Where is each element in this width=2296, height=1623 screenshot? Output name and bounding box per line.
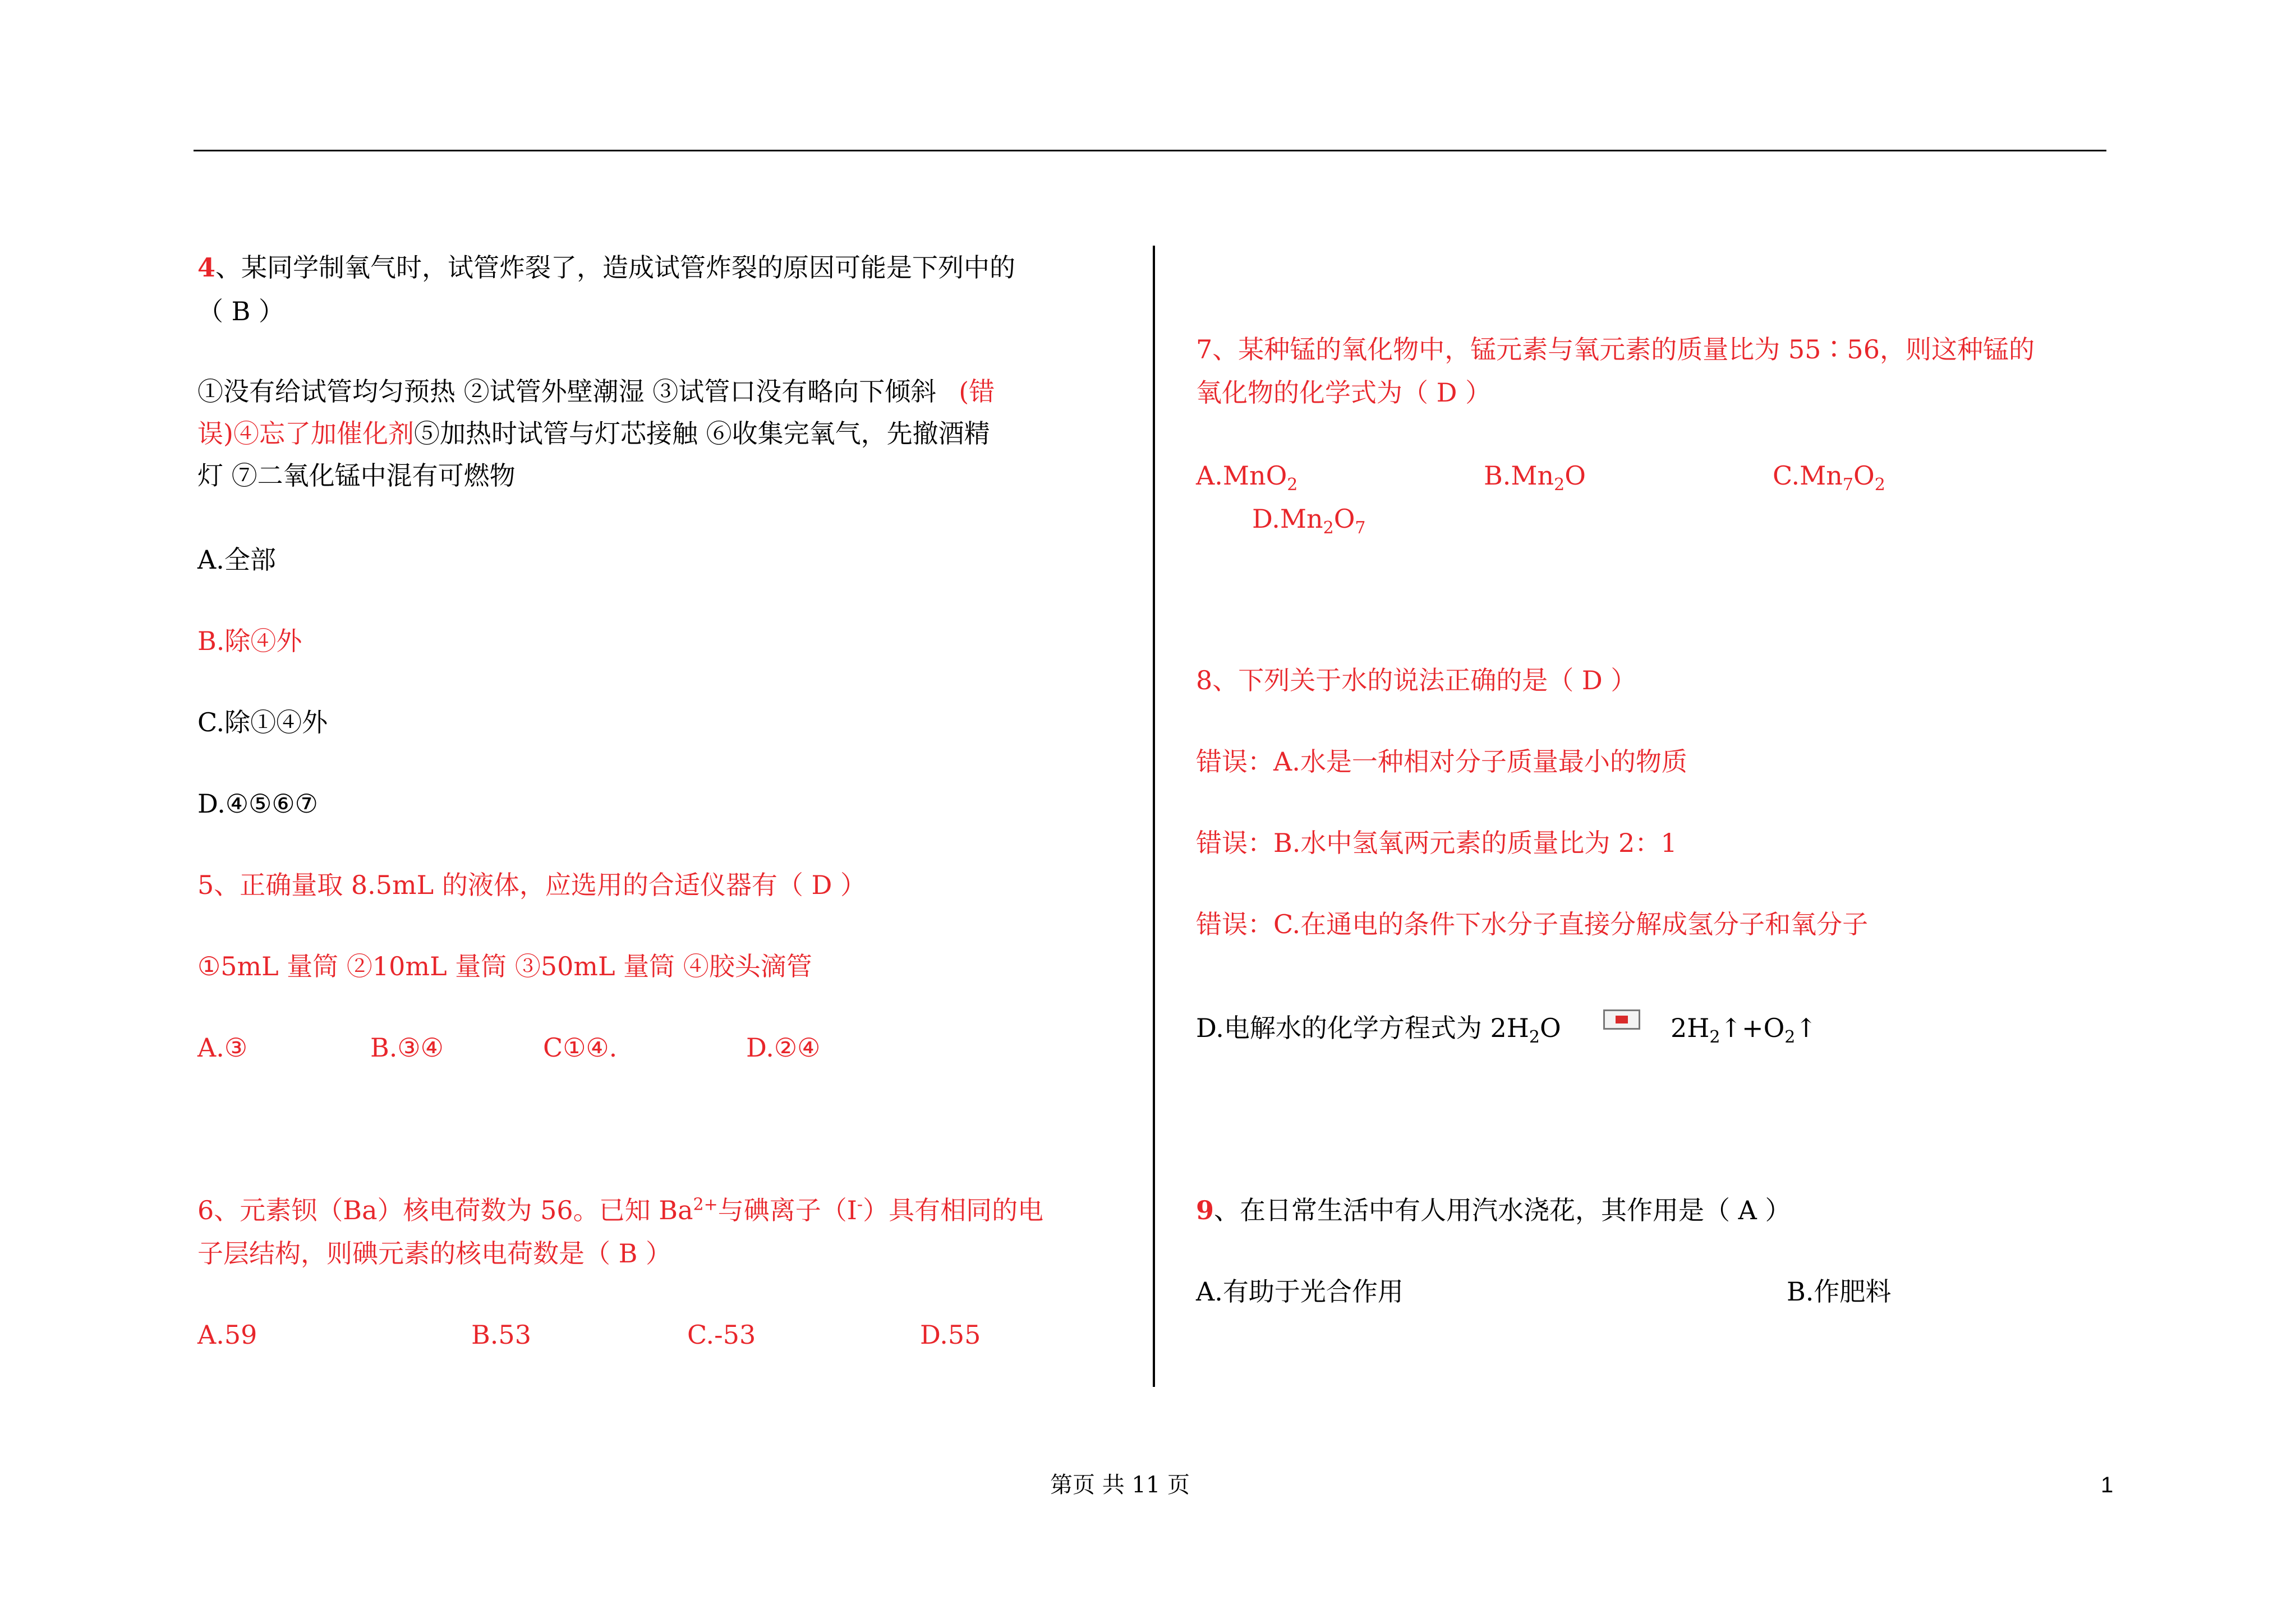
question-5-option-d: D.②④ (746, 1032, 821, 1063)
question-5-instruments: ①5mL 量筒 ②10mL 量筒 ③50mL 量筒 ④胶头滴管 (197, 951, 812, 981)
question-6-option-a: A.59 (197, 1320, 257, 1350)
question-5-option-c: C①④. (543, 1032, 618, 1063)
question-6-stem-line1: 6、元素钡（Ba）核电荷数为 56。已知 $Ba^{2+}$与碘离子（I-）具有相同的电 (197, 1195, 1044, 1225)
question-8-option-d: D.电解水的化学方程式为 $2H_2O$ (1196, 1013, 1561, 1048)
question-4-number: 4 (197, 252, 216, 283)
question-4-option-d: D.④⑤⑥⑦ (197, 789, 318, 819)
question-7-stem-line2: 氧化物的化学式为（ D ） (1196, 377, 1492, 408)
question-7-option-b: $B.Mn_2O$ (1484, 460, 1586, 495)
question-7-option-c: $C.Mn_7O_2$ (1773, 460, 1885, 495)
question-6-option-b: B.53 (471, 1320, 531, 1350)
question-5-option-a: A.③ (197, 1032, 248, 1063)
question-7-option-a: A.MnO$_2$ (1196, 460, 1298, 495)
page-number: 1 (2101, 1473, 2114, 1497)
question-6-option-c: C.-53 (687, 1320, 756, 1350)
question-7-stem-line1: 7、某种锰的氧化物中，锰元素与氧元素的质量比为 55∶56，则这种锰的 (1196, 334, 2035, 365)
reaction-condition-icon (1603, 1009, 1640, 1030)
question-4-reasons-line1: ①没有给试管均匀预热 ②试管外壁潮湿 ③试管口没有略向下倾斜 (错 (197, 376, 995, 407)
question-8-wrong-c: 错误：C.在通电的条件下水分子直接分解成氢分子和氧分子 (1196, 909, 1869, 939)
question-8-option-d-products: $2H_2↑+O_2↑$ (1671, 1013, 1817, 1048)
question-4-stem: 4、某同学制氧气时，试管炸裂了，造成试管炸裂的原因可能是下列中的 (197, 252, 1016, 283)
question-4-reasons-line2: 误)④忘了加催化剂⑤加热时试管与灯芯接触 ⑥收集完氧气，先撤酒精 (197, 418, 990, 449)
header-rule (194, 150, 2106, 151)
question-9-stem: 9、在日常生活中有人用汽水浇花，其作用是（ A ） (1196, 1195, 1791, 1225)
question-6-option-d: D.55 (920, 1320, 981, 1350)
question-4-answer: （ B ） (197, 296, 285, 326)
question-9-option-a: A.有助于光合作用 (1196, 1276, 1404, 1307)
question-8-wrong-b: 错误：B.水中氢氧两元素的质量比为 2：1 (1196, 828, 1677, 858)
question-4-option-c: C.除①④外 (197, 707, 328, 737)
question-5-option-b: B.③④ (370, 1032, 444, 1063)
question-8-stem: 8、下列关于水的说法正确的是（ D ） (1196, 665, 1637, 695)
question-9-number: 9 (1196, 1195, 1214, 1225)
question-7-option-d: $D.Mn_2O_7$ (1252, 504, 1366, 538)
question-5-stem: 5、正确量取 8.5mL 的液体，应选用的合适仪器有（ D ） (197, 870, 866, 900)
question-4-option-a: A.全部 (197, 545, 276, 575)
column-divider (1153, 246, 1155, 1387)
question-8-wrong-a: 错误：A.水是一种相对分子质量最小的物质 (1196, 746, 1687, 777)
question-4-reasons-line3: 灯 ⑦二氧化锰中混有可燃物 (197, 460, 516, 491)
question-9-option-b: B.作肥料 (1787, 1276, 1892, 1307)
page-footer-text: 第页 共 11 页 (1050, 1472, 1190, 1498)
question-6-stem-line2: 子层结构，则碘元素的核电荷数是（ B ） (197, 1238, 672, 1269)
question-4-option-b: B.除④外 (197, 626, 302, 656)
